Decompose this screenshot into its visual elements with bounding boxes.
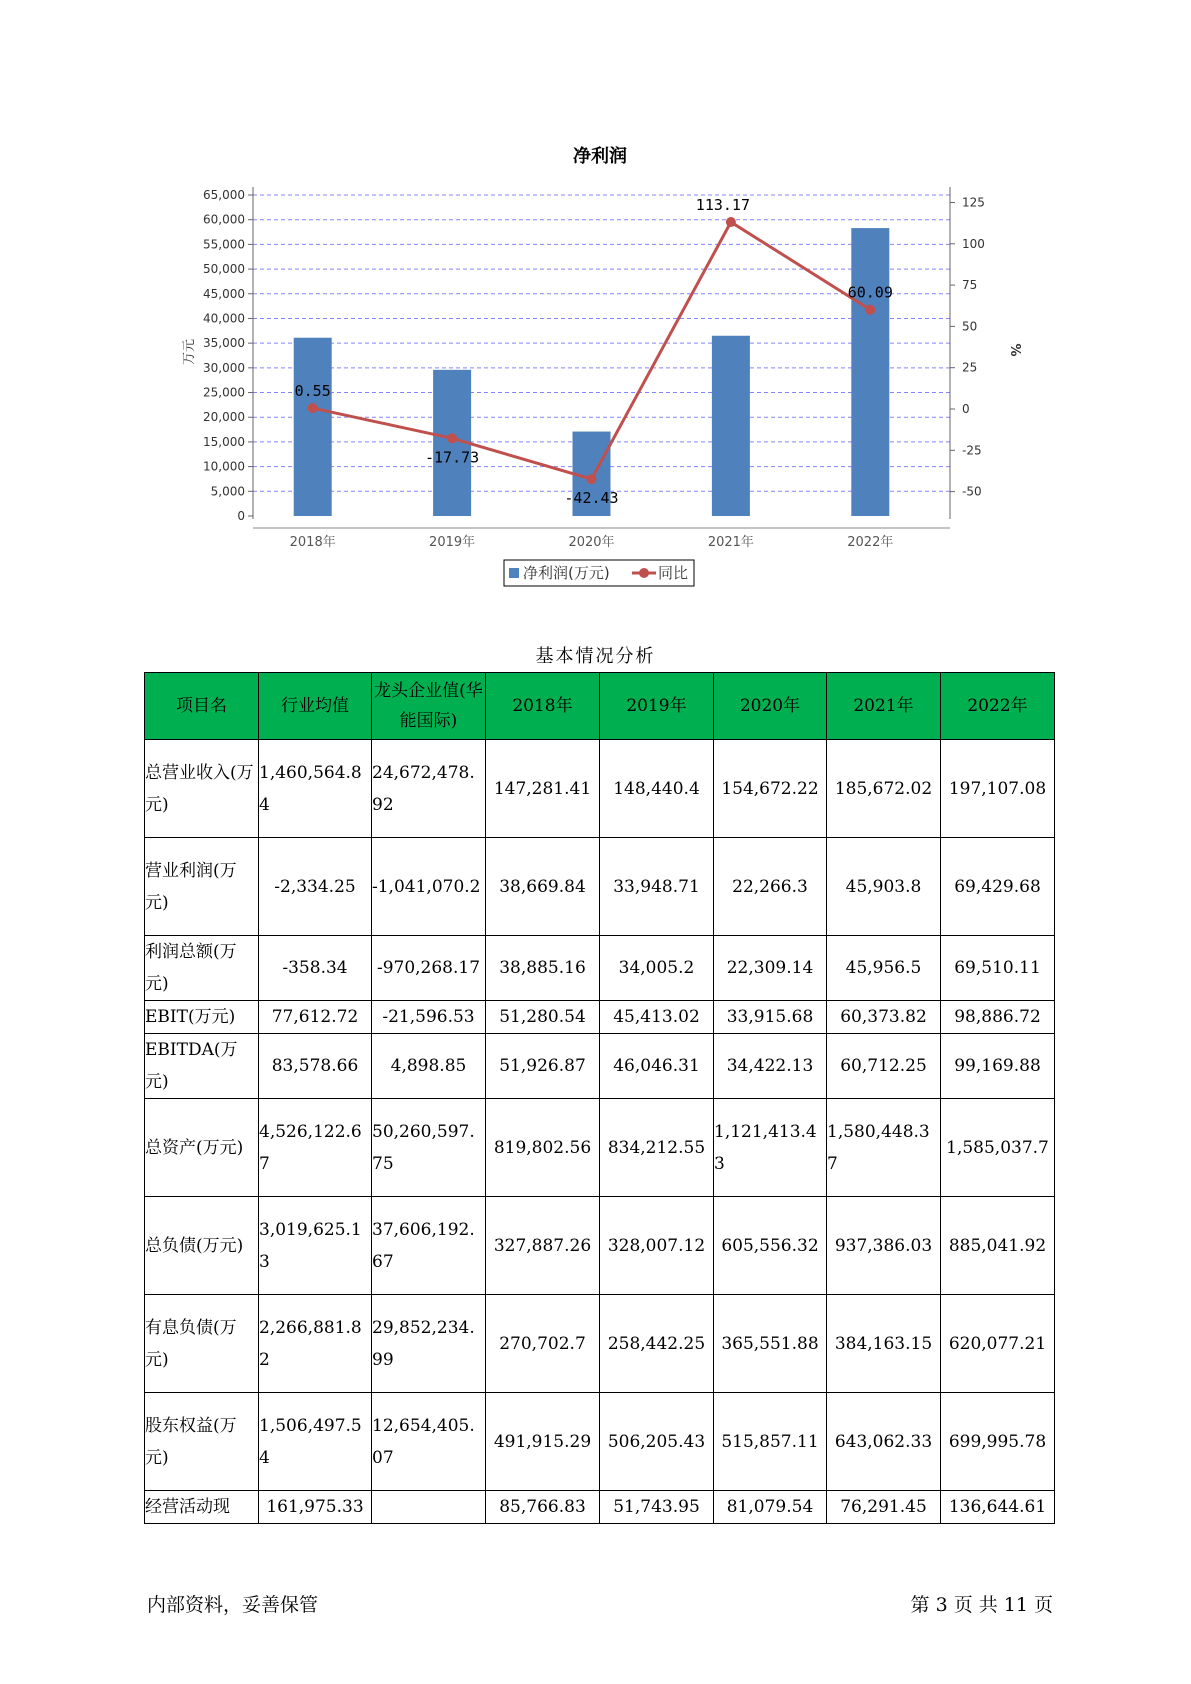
table-cell: 24,672,478.92 bbox=[372, 740, 486, 838]
left-tick-label: 20,000 bbox=[203, 410, 245, 425]
table-cell: 38,885.16 bbox=[486, 936, 600, 1001]
row-label: 总营业收入(万元) bbox=[145, 740, 259, 838]
table-cell: 12,654,405.07 bbox=[372, 1393, 486, 1491]
table-cell: 45,413.02 bbox=[600, 1001, 714, 1034]
table-cell: 2,266,881.82 bbox=[259, 1295, 372, 1393]
category-label: 2018年 bbox=[289, 535, 336, 550]
left-tick-label: 55,000 bbox=[203, 237, 245, 252]
yoy-point bbox=[447, 433, 457, 443]
table-row bbox=[145, 936, 1055, 1001]
table-cell: 83,578.66 bbox=[259, 1034, 372, 1099]
table-cell: -21,596.53 bbox=[372, 1001, 486, 1034]
table-cell: 1,460,564.84 bbox=[259, 740, 372, 838]
table-cell: -2,334.25 bbox=[259, 838, 372, 936]
table-row bbox=[145, 1393, 1055, 1491]
table-cell: 148,440.4 bbox=[600, 740, 714, 838]
table-row bbox=[145, 1491, 1055, 1524]
table-cell: 506,205.43 bbox=[600, 1393, 714, 1491]
table-cell: 81,079.54 bbox=[714, 1491, 827, 1524]
bar bbox=[294, 338, 332, 516]
table-cell: 834,212.55 bbox=[600, 1099, 714, 1197]
left-axis-label: 万元 bbox=[182, 338, 197, 366]
header-2021: 2021年 bbox=[827, 673, 941, 740]
table-cell: 50,260,597.75 bbox=[372, 1099, 486, 1197]
data-label: -17.73 bbox=[425, 448, 480, 467]
table-cell: -1,041,070.2 bbox=[372, 838, 486, 936]
table-cell: 1,580,448.37 bbox=[827, 1099, 941, 1197]
data-label: 60.09 bbox=[847, 283, 893, 302]
left-tick-label: 10,000 bbox=[203, 459, 245, 474]
table-cell bbox=[372, 1491, 486, 1524]
table-cell: 98,886.72 bbox=[941, 1001, 1055, 1034]
row-label: 有息负债(万元) bbox=[145, 1295, 259, 1393]
right-tick-label: -25 bbox=[962, 443, 982, 458]
table-cell: 154,672.22 bbox=[714, 740, 827, 838]
row-label: 经营活动现 bbox=[145, 1491, 259, 1524]
table-cell: 69,429.68 bbox=[941, 838, 1055, 936]
row-label: EBITDA(万元) bbox=[145, 1034, 259, 1099]
table-cell: 620,077.21 bbox=[941, 1295, 1055, 1393]
basic-analysis-table bbox=[144, 672, 1055, 1524]
left-tick-label: 15,000 bbox=[203, 434, 245, 449]
table-cell: 197,107.08 bbox=[941, 740, 1055, 838]
table-cell: 327,887.26 bbox=[486, 1197, 600, 1295]
header-2019: 2019年 bbox=[600, 673, 714, 740]
table-row bbox=[145, 1001, 1055, 1034]
header-2020: 2020年 bbox=[714, 673, 827, 740]
header-industry-average: 行业均值 bbox=[259, 673, 372, 740]
table-cell: 85,766.83 bbox=[486, 1491, 600, 1524]
table-cell: 76,291.45 bbox=[827, 1491, 941, 1524]
right-tick-label: 75 bbox=[962, 278, 978, 293]
table-cell: 45,903.8 bbox=[827, 838, 941, 936]
table-cell: 258,442.25 bbox=[600, 1295, 714, 1393]
data-label: 0.55 bbox=[294, 382, 331, 401]
table-cell: 270,702.7 bbox=[486, 1295, 600, 1393]
category-label: 2019年 bbox=[429, 535, 476, 550]
table-cell: 819,802.56 bbox=[486, 1099, 600, 1197]
table-cell: 33,915.68 bbox=[714, 1001, 827, 1034]
row-label: 利润总额(万元) bbox=[145, 936, 259, 1001]
legend-bar-swatch bbox=[509, 568, 519, 578]
header-2022: 2022年 bbox=[941, 673, 1055, 740]
category-label: 2020年 bbox=[568, 535, 615, 550]
right-axis-label: % bbox=[1007, 343, 1022, 357]
table-cell: 38,669.84 bbox=[486, 838, 600, 936]
yoy-point bbox=[308, 403, 318, 413]
table-row bbox=[145, 1295, 1055, 1393]
table-cell: -358.34 bbox=[259, 936, 372, 1001]
right-tick-label: 125 bbox=[962, 195, 985, 210]
left-tick-label: 65,000 bbox=[203, 188, 245, 202]
bar bbox=[712, 336, 750, 516]
right-tick-label: 25 bbox=[962, 360, 978, 375]
table-cell: 51,926.87 bbox=[486, 1034, 600, 1099]
right-tick-label: 100 bbox=[962, 236, 985, 251]
table-cell: 1,506,497.54 bbox=[259, 1393, 372, 1491]
table-cell: 4,526,122.67 bbox=[259, 1099, 372, 1197]
row-label: EBIT(万元) bbox=[145, 1001, 259, 1034]
table-cell: 699,995.78 bbox=[941, 1393, 1055, 1491]
header-2018: 2018年 bbox=[486, 673, 600, 740]
table-cell: 22,309.14 bbox=[714, 936, 827, 1001]
table-cell: 33,948.71 bbox=[600, 838, 714, 936]
left-tick-label: 40,000 bbox=[203, 311, 245, 326]
table-cell: 328,007.12 bbox=[600, 1197, 714, 1295]
footer-confidential: 内部资料，妥善保管 bbox=[147, 1594, 319, 1616]
table-cell: 384,163.15 bbox=[827, 1295, 941, 1393]
table-header-row bbox=[145, 673, 1055, 740]
left-tick-label: 35,000 bbox=[203, 336, 245, 351]
right-tick-label: 50 bbox=[962, 319, 978, 334]
table-cell: 46,046.31 bbox=[600, 1034, 714, 1099]
table-cell: 136,644.61 bbox=[941, 1491, 1055, 1524]
table-cell: 3,019,625.13 bbox=[259, 1197, 372, 1295]
left-tick-label: 45,000 bbox=[203, 286, 245, 301]
table-cell: 34,422.13 bbox=[714, 1034, 827, 1099]
table-title: 基本情况分析 bbox=[535, 646, 656, 667]
yoy-point bbox=[726, 217, 736, 227]
table-cell: 69,510.11 bbox=[941, 936, 1055, 1001]
table-cell: 77,612.72 bbox=[259, 1001, 372, 1034]
table-cell: 22,266.3 bbox=[714, 838, 827, 936]
right-tick-label: 0 bbox=[962, 402, 970, 416]
row-label: 营业利润(万元) bbox=[145, 838, 259, 936]
table-cell: 60,373.82 bbox=[827, 1001, 941, 1034]
table-cell: 937,386.03 bbox=[827, 1197, 941, 1295]
table-cell: -970,268.17 bbox=[372, 936, 486, 1001]
table-cell: 4,898.85 bbox=[372, 1034, 486, 1099]
table-row bbox=[145, 1099, 1055, 1197]
left-tick-label: 30,000 bbox=[203, 360, 245, 375]
row-label: 总负债(万元) bbox=[145, 1197, 259, 1295]
table-cell: 29,852,234.99 bbox=[372, 1295, 486, 1393]
table-cell: 45,956.5 bbox=[827, 936, 941, 1001]
category-label: 2021年 bbox=[707, 535, 754, 550]
table-row bbox=[145, 1197, 1055, 1295]
footer-page-number: 第 3 页 共 11 页 bbox=[910, 1594, 1053, 1616]
table-cell: 365,551.88 bbox=[714, 1295, 827, 1393]
table-cell: 1,585,037.7 bbox=[941, 1099, 1055, 1197]
table-cell: 51,280.54 bbox=[486, 1001, 600, 1034]
legend-line-marker bbox=[639, 568, 649, 578]
chart-title: 净利润 bbox=[573, 146, 627, 167]
table-cell: 34,005.2 bbox=[600, 936, 714, 1001]
left-tick-label: 5,000 bbox=[210, 484, 245, 499]
left-tick-label: 50,000 bbox=[203, 262, 245, 277]
table-row bbox=[145, 740, 1055, 838]
table-cell: 605,556.32 bbox=[714, 1197, 827, 1295]
header-leader-value: 龙头企业值(华能国际) bbox=[372, 673, 486, 740]
table-cell: 147,281.41 bbox=[486, 740, 600, 838]
bar bbox=[851, 228, 889, 516]
table-row bbox=[145, 1034, 1055, 1099]
table-cell: 99,169.88 bbox=[941, 1034, 1055, 1099]
net-profit-chart bbox=[0, 0, 1191, 600]
table-cell: 885,041.92 bbox=[941, 1197, 1055, 1295]
table-cell: 185,672.02 bbox=[827, 740, 941, 838]
data-label: -42.43 bbox=[564, 489, 619, 508]
left-tick-label: 60,000 bbox=[203, 212, 245, 227]
header-item-name: 项目名 bbox=[145, 673, 259, 740]
table-cell: 1,121,413.43 bbox=[714, 1099, 827, 1197]
table-cell: 515,857.11 bbox=[714, 1393, 827, 1491]
row-label: 股东权益(万元) bbox=[145, 1393, 259, 1491]
yoy-point bbox=[865, 305, 875, 315]
right-tick-label: -50 bbox=[962, 484, 982, 499]
yoy-point bbox=[587, 474, 597, 484]
table-row bbox=[145, 838, 1055, 936]
left-tick-label: 25,000 bbox=[203, 385, 245, 400]
table-cell: 37,606,192.67 bbox=[372, 1197, 486, 1295]
table-cell: 161,975.33 bbox=[259, 1491, 372, 1524]
legend-bar-label: 净利润(万元) bbox=[523, 564, 610, 582]
table-cell: 60,712.25 bbox=[827, 1034, 941, 1099]
row-label: 总资产(万元) bbox=[145, 1099, 259, 1197]
left-tick-label: 0 bbox=[237, 509, 245, 523]
table-cell: 51,743.95 bbox=[600, 1491, 714, 1524]
legend-line-label: 同比 bbox=[658, 564, 689, 582]
table-cell: 643,062.33 bbox=[827, 1393, 941, 1491]
category-label: 2022年 bbox=[847, 535, 894, 550]
table-cell: 491,915.29 bbox=[486, 1393, 600, 1491]
data-label: 113.17 bbox=[695, 196, 750, 215]
